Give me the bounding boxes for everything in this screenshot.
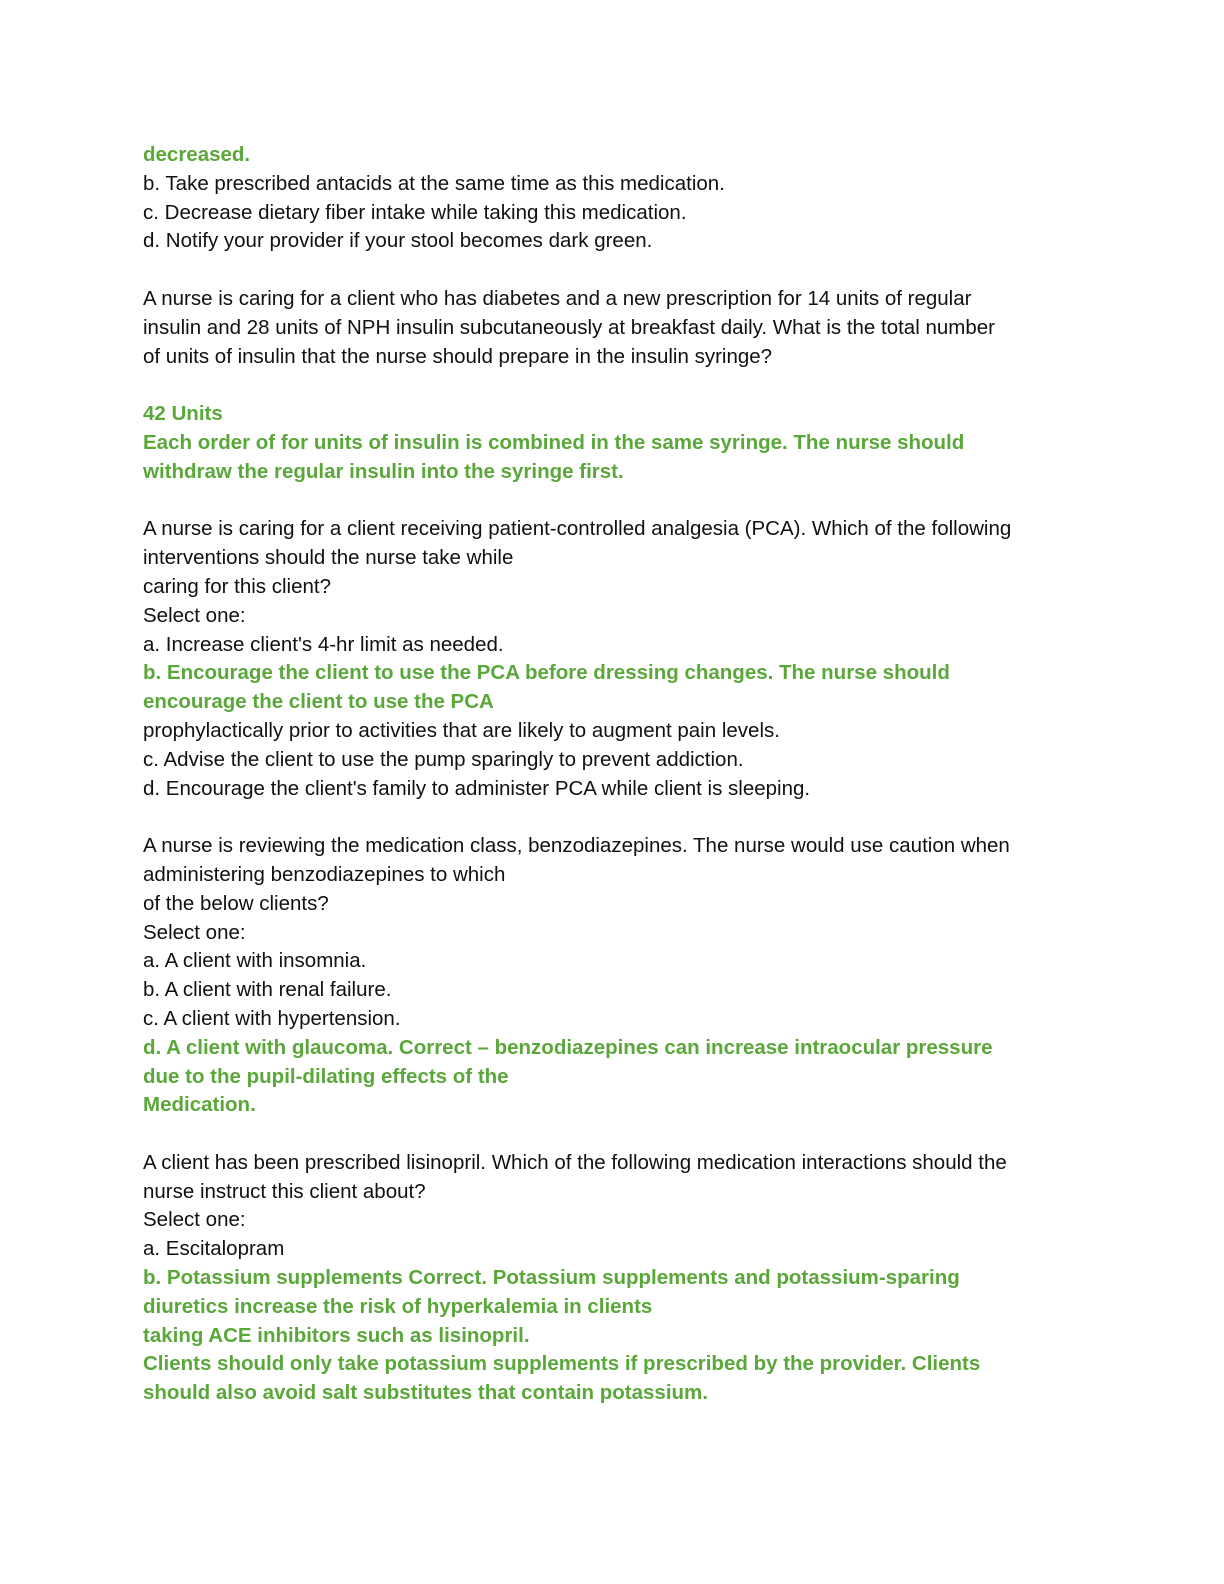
option-line: c. Advise the client to use the pump sparingly to prevent addiction. [143, 747, 744, 771]
select-one-label: Select one: [143, 920, 246, 944]
select-one-label: Select one: [143, 1208, 246, 1232]
answer-line: encourage the client to use the PCA [143, 690, 494, 714]
answer-line: Each order of for units of insulin is combined in the same syringe. The nurse should [143, 430, 965, 454]
question-line: A nurse is caring for a client receiving patient-controlled analgesia (PCA). Which of the following [143, 517, 1012, 541]
option-line: c. Decrease dietary fiber intake while taking this medication. [143, 200, 687, 224]
question-line: A client has been prescribed lisinopril. Which of the following medication interactions should the [143, 1150, 1007, 1174]
insulin-answer [143, 400, 1083, 486]
option-line: b. Take prescribed antacids at the same time as this medication. [143, 171, 725, 195]
option-line: a. Escitalopram [143, 1237, 285, 1261]
answer-line: b. Potassium supplements Correct. Potassium supplements and potassium-sparing [143, 1266, 960, 1290]
benzo-question [143, 832, 1083, 1120]
answer-line: taking ACE inhibitors such as lisinopril. [143, 1323, 530, 1347]
question-line: of the below clients? [143, 891, 329, 915]
question-line: nurse instruct this client about? [143, 1179, 426, 1203]
answer-line: Clients should only take potassium supplements if prescribed by the provider. Clients [143, 1352, 981, 1376]
answer-line: diuretics increase the risk of hyperkalemia in clients [143, 1294, 653, 1318]
answer-line: withdraw the regular insulin into the syringe first. [143, 459, 624, 483]
answer-line: Medication. [143, 1093, 256, 1117]
option-line: a. A client with insomnia. [143, 949, 367, 973]
question-line: interventions should the nurse take while [143, 546, 514, 570]
select-one-label: Select one: [143, 603, 246, 627]
option-line: d. Encourage the client's family to administer PCA while client is sleeping. [143, 776, 811, 800]
answer-line: b. Encourage the client to use the PCA before dressing changes. The nurse should [143, 661, 950, 685]
question-line: administering benzodiazepines to which [143, 862, 506, 886]
answer-line: due to the pupil-dilating effects of the [143, 1064, 509, 1088]
option-line: prophylactically prior to activities that are likely to augment pain levels. [143, 718, 780, 742]
lisinopril-question [143, 1149, 1083, 1408]
answer-line: d. A client with glaucoma. Correct – benzodiazepines can increase intraocular pressure [143, 1035, 993, 1059]
answer-line: 42 Units [143, 402, 223, 426]
document-page [143, 141, 1083, 1408]
option-line: d. Notify your provider if your stool becomes dark green. [143, 229, 653, 253]
spacer [143, 487, 1083, 516]
prev-question-tail [143, 141, 1083, 256]
pca-question [143, 515, 1083, 803]
spacer [143, 371, 1083, 400]
answer-line: should also avoid salt substitutes that contain potassium. [143, 1381, 708, 1405]
question-line: insulin and 28 units of NPH insulin subcutaneously at breakfast daily. What is the total number [143, 315, 995, 339]
option-line: a. Increase client's 4-hr limit as needed. [143, 632, 504, 656]
question-line: of units of insulin that the nurse should prepare in the insulin syringe? [143, 344, 773, 368]
spacer [143, 256, 1083, 285]
question-line: A nurse is reviewing the medication class, benzodiazepines. The nurse would use caution when [143, 834, 1010, 858]
spacer [143, 1120, 1083, 1149]
answer-line: decreased. [143, 143, 251, 166]
option-line: b. A client with renal failure. [143, 978, 392, 1002]
insulin-question [143, 285, 1083, 371]
question-line: A nurse is caring for a client who has diabetes and a new prescription for 14 units of regular [143, 286, 972, 310]
option-line: c. A client with hypertension. [143, 1006, 401, 1030]
spacer [143, 803, 1083, 832]
question-line: caring for this client? [143, 574, 332, 598]
